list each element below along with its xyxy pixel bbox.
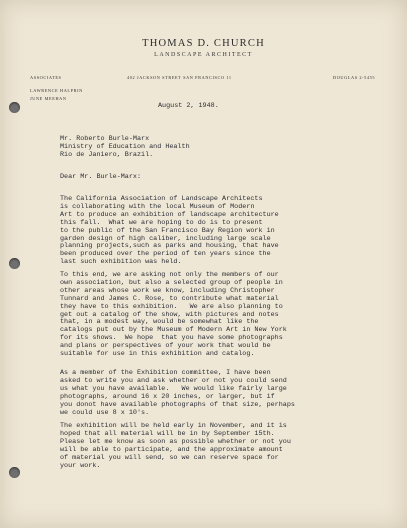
letter-date: August 2, 1948. bbox=[158, 102, 219, 110]
body-line: planning projects,such as parks and housing, that have bbox=[60, 242, 279, 251]
body-line: and plans or perspectives of your work that would be bbox=[60, 342, 271, 351]
recipient-line: Ministry of Education and Health bbox=[60, 143, 190, 151]
body-line: As a member of the Exhibition committee, I have been bbox=[60, 369, 271, 377]
punch-hole bbox=[9, 102, 20, 113]
letterhead-title: LANDSCAPE ARCHITECT bbox=[154, 52, 253, 58]
body-line: garden design of high caliber, including large scale bbox=[60, 234, 271, 243]
body-line: you donot have available photographs of that size, perhaps bbox=[60, 400, 295, 409]
body-line: this fall. What we are hoping to do is to present bbox=[60, 218, 263, 227]
body-line: to the public of the San Francisco Bay Region work in bbox=[60, 226, 275, 235]
body-line: photographs, around 16 x 20 inches, or larger, but if bbox=[60, 392, 275, 401]
recipient-line: Rio de Janiero, Brazil. bbox=[60, 151, 154, 159]
body-line: hoped that all material will be in by September 15th. bbox=[60, 429, 275, 438]
body-line: catalogs put out by the Museum of Modern Art in New York bbox=[60, 326, 287, 335]
body-line: we could use 8 x 10's. bbox=[60, 408, 150, 417]
body-line: asked to write you and ask whether or not you could send bbox=[60, 376, 287, 385]
body-line: Tunnard and James C. Rose, to contribute what material bbox=[60, 294, 279, 303]
punch-hole bbox=[9, 467, 20, 478]
body-line: that, in a modest way, would be somewhat like the bbox=[60, 318, 259, 327]
body-line: us what you have available. We would like fairly large bbox=[60, 384, 287, 393]
body-line: get out a catalog of the show, with pictures and notes bbox=[60, 310, 279, 319]
body-line: To this end, we are asking not only the members of our bbox=[60, 271, 279, 279]
body-line: been produced over the period of ten years since the bbox=[60, 250, 271, 259]
letterhead-name: THOMAS D. CHURCH bbox=[142, 38, 265, 49]
associate-name: LAWRENCE HALPRIN bbox=[30, 88, 83, 93]
associates-label: ASSOCIATES bbox=[30, 75, 62, 80]
associate-name: JUNE MEEHAN bbox=[30, 96, 67, 101]
body-line: other areas whose work we know, including Christopher bbox=[60, 286, 275, 295]
body-line: they have to this exhibition. We are also planning to bbox=[60, 302, 283, 311]
body-line: last such exhibition was held. bbox=[60, 258, 182, 267]
body-line: for its shows. We hope that you have some photographs bbox=[60, 334, 283, 343]
body-line: own association, but also a selected group of people in bbox=[60, 278, 283, 287]
salutation: Dear Mr. Burle-Marx: bbox=[60, 173, 142, 181]
letterhead-address: 402 JACKSON STREET SAN FRANCISCO 11 bbox=[127, 75, 232, 80]
body-line: will be able to participate, and the approximate amount bbox=[60, 445, 283, 454]
body-line: of material you will send, so we can reserve space for bbox=[60, 453, 279, 462]
body-line: your work. bbox=[60, 461, 101, 470]
letterhead-phone: DOUGLAS 2-5455 bbox=[333, 75, 376, 80]
punch-hole bbox=[9, 258, 20, 269]
body-line: Art to produce an exhibition of landscape architecture bbox=[60, 210, 279, 219]
body-line: Please let me know as soon as possible whether or not you bbox=[60, 437, 291, 446]
body-line: The exhibition will be held early in November, and it is bbox=[60, 422, 287, 430]
body-line: is collaborating with the local Museum of Modern bbox=[60, 202, 255, 211]
body-line: The California Association of Landscape Architects bbox=[60, 195, 263, 203]
recipient-line: Mr. Roberto Burle-Marx bbox=[60, 135, 150, 143]
body-line: suitable for use in this exhibition and catalog. bbox=[60, 350, 255, 358]
